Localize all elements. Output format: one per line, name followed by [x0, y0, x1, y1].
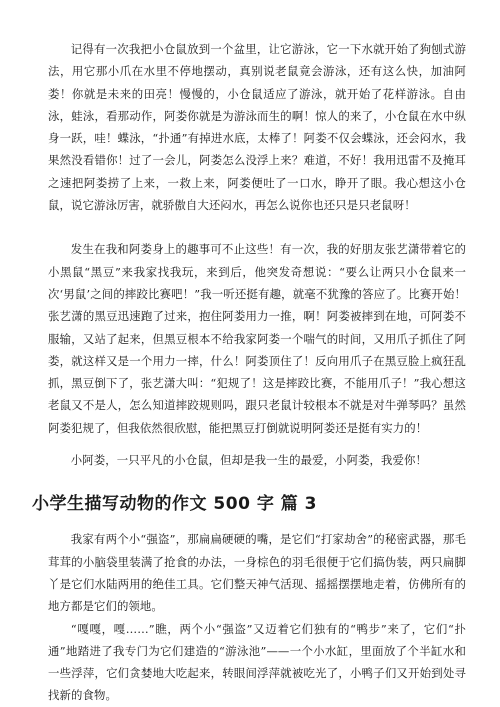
paragraph-closing: 小阿娄，一只平凡的小仓鼠，但却是我一生的最爱，小阿娄，我爱你！: [70, 453, 428, 468]
paragraph-ducks-swimming: “嘎嘎，嘎……”瞧，两个小“强盗”又迈着它们独有的“鸭步”来了，它们“扑通”地踏进了我专门为它们建造的“游泳池”——一个小水缸，里面放了个半缸水和一些浮萍，它们贪婪地大吃起来，转眼间浮萍就被吃光了，小鸭子们又开始到处寻找新的食物。: [48, 621, 466, 703]
paragraph-swimming-story: 记得有一次我把小仓鼠放到一个盆里，让它游泳，它一下水就开始了狗刨式游法，用它那小爪在水里不停地摆动，真别说老鼠竟会游泳，还有这么快，加油阿娄！你就是未来的田亮！慢慢的，小仓鼠适应了游泳，就开始了花样游泳。自由泳，蛙泳，看那动作，阿娄你就是为游泳而生的啊！惊人的来了，小仓鼠在水中纵身一跃，哇！蝶泳，“扑通”有掉进水底，太棒了！阿娄不仅会蝶泳，还会闷水，我果然没看错你！过了一会儿，阿娄怎么没浮上来？难道，不好！我用迅雷不及掩耳之速把阿娄捞了上来，一救上来，阿娄便吐了一口水，睁开了眼。我心想这小仓鼠，说它游泳厉害，就骄傲自大还闷水，再怎么说你也还只是只老鼠呀！: [48, 42, 466, 213]
section-heading: 小学生描写动物的作文 500 字 篇 3: [32, 494, 317, 515]
paragraph-ducks-intro: 我家有两个小“强盗”，那扁扁硬硬的嘴，是它们“打家劫舍”的秘密武器，那毛茸茸的小脑袋里装满了抢食的办法，一身棕色的羽毛很便于它们搞伪装，两只扁脚丫是它们水陆两用的绝佳工具。它们整天神气活现、摇摇摆摆地走着，仿佛所有的地方都是它们的领地。: [48, 532, 466, 614]
paragraph-wrestling-story: 发生在我和阿娄身上的趣事可不止这些！有一次，我的好朋友张艺潇带着它的小黑鼠“黑豆”来我家找我玩，来到后，他突发奇想说：“要么让两只小仓鼠来一次‘男鼠’之间的摔跤比赛吧！”我一听还挺有趣，就毫不犹豫的答应了。比赛开始！张艺潇的黑豆迅速跑了过来，抱住阿娄用力一推，啊！阿娄被摔到在地，可阿娄不服输，又站了起来，但黑豆根本不给我家阿娄一个喘气的时间，又用爪子抓住了阿娄，就这样又是一个用力一摔，什么！阿娄顶住了！反向用爪子在黑豆脸上疯狂乱抓，黑豆倒下了，张艺潇大叫：“犯规了！这是摔跤比赛，不能用爪子！”我心想这老鼠又不是人，怎么知道摔跤规则吗，跟只老鼠计较根本不就是对牛弹琴吗？虽然阿娄犯规了，但我依然很欣慰，能把黑豆打倒就说明阿娄还是挺有实力的！: [48, 242, 466, 435]
